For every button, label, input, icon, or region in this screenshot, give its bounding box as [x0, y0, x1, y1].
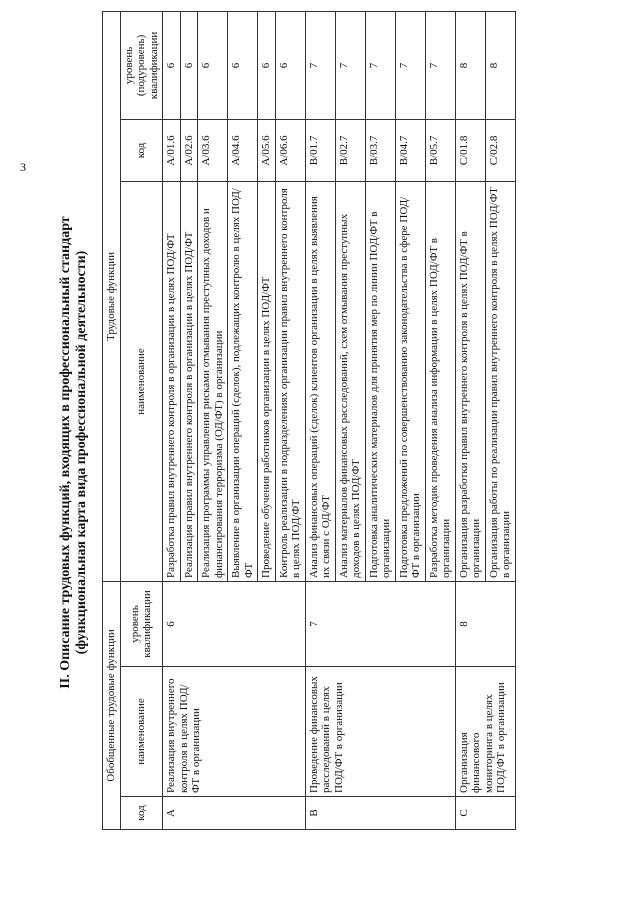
function-level: 8 [455, 11, 485, 119]
function-code: C/01.8 [455, 119, 485, 181]
header-row-2 [120, 11, 163, 829]
title-line-2: (функциональная карта вида профессиональной деятельности) [74, 250, 89, 655]
function-code: B/03.7 [365, 119, 395, 181]
function-name: Подготовка аналитических материалов для принятия мер по линии ПОД/ФТ в организации [365, 181, 395, 581]
function-code: A/02.6 [180, 119, 198, 181]
group-level: 8 [455, 581, 515, 666]
function-level: 7 [335, 11, 365, 119]
function-level: 8 [485, 11, 515, 119]
function-code: A/03.6 [198, 119, 228, 181]
function-name: Контроль реализации в подразделениях организации правил внутреннего контроля в целях ПОД/ФТ [275, 181, 305, 581]
page-title [58, 0, 90, 905]
table-row [305, 11, 335, 829]
header-level: уровень квалификации [120, 581, 163, 666]
header-generalized-functions: Обобщенные трудовые функции [103, 581, 121, 829]
header-code: код [120, 797, 163, 830]
function-level: 6 [228, 11, 258, 119]
group-level: 7 [305, 581, 455, 666]
function-level: 6 [180, 11, 198, 119]
function-code: B/01.7 [305, 119, 335, 181]
group-code: С [455, 797, 515, 830]
function-name: Организация разработки правил внутреннего контроля в целях ПОД/ФТ в организации [455, 181, 485, 581]
header-labor-functions: Трудовые функции [103, 11, 121, 581]
function-code: A/01.6 [163, 119, 181, 181]
function-code: A/04.6 [228, 119, 258, 181]
group-name: Реализация внутреннего контроля в целях ПОД/ФТ в организации [163, 667, 306, 797]
function-level: 6 [275, 11, 305, 119]
title-line-1: II. Описание трудовых функций, входящих в профессиональный стандарт [58, 216, 73, 689]
header-row-1 [103, 11, 121, 829]
group-level: 6 [163, 581, 306, 666]
function-name: Проведение обучения работников организации в целях ПОД/ФТ [258, 181, 276, 581]
function-name: Организация работы по реализации правил внутреннего контроля в целях ПОД/ФТ в организации [485, 181, 515, 581]
function-level: 7 [395, 11, 425, 119]
function-code: A/06.6 [275, 119, 305, 181]
functional-map-table [102, 11, 516, 830]
function-name: Анализ материалов финансовых расследований, схем отмывания преступных доходов в целях ПОД/ФТ [335, 181, 365, 581]
header-tf-name: наименование [120, 181, 163, 581]
function-level: 6 [198, 11, 228, 119]
function-level: 6 [163, 11, 181, 119]
function-code: A/05.6 [258, 119, 276, 181]
group-name: Проведение финансовых расследований в целях ПОД/ФТ в организации [305, 667, 455, 797]
function-code: B/02.7 [335, 119, 365, 181]
function-name: Подготовка предложений по совершенствованию законодательства в сфере ПОД/ФТ в организации [395, 181, 425, 581]
function-name: Разработка правил внутреннего контроля в организации в целях ПОД/ФТ [163, 181, 181, 581]
function-code: B/04.7 [395, 119, 425, 181]
header-tf-level: уровень (подуровень) квалификации [120, 11, 163, 119]
table-row [163, 11, 181, 829]
function-code: C/02.8 [485, 119, 515, 181]
group-code: А [163, 797, 306, 830]
table-row [455, 11, 485, 829]
header-name: наименование [120, 667, 163, 797]
function-code: B/05.7 [425, 119, 455, 181]
header-tf-code: код [120, 119, 163, 181]
function-name: Выявление в организации операций (сделок), подлежащих контролю в целях ПОД/ФТ [228, 181, 258, 581]
function-name: Реализация программы управления рисками отмывания преступных доходов и финансирования терроризма (ОД/ФТ) в организации [198, 181, 228, 581]
function-level: 7 [425, 11, 455, 119]
function-name: Разработка методик проведения анализа информации в целях ПОД/ФТ в организации [425, 181, 455, 581]
function-level: 6 [258, 11, 276, 119]
group-code: В [305, 797, 455, 830]
function-name: Анализ финансовых операций (сделок) клиентов организации в целях выявления их связи с ОД/ФТ [305, 181, 335, 581]
function-name: Реализация правил внутреннего контроля в организации в целях ПОД/ФТ [180, 181, 198, 581]
group-name: Организация финансового мониторинга в целях ПОД/ФТ в организации [455, 667, 515, 797]
page-number: 3 [20, 160, 26, 174]
function-level: 7 [305, 11, 335, 119]
function-level: 7 [365, 11, 395, 119]
